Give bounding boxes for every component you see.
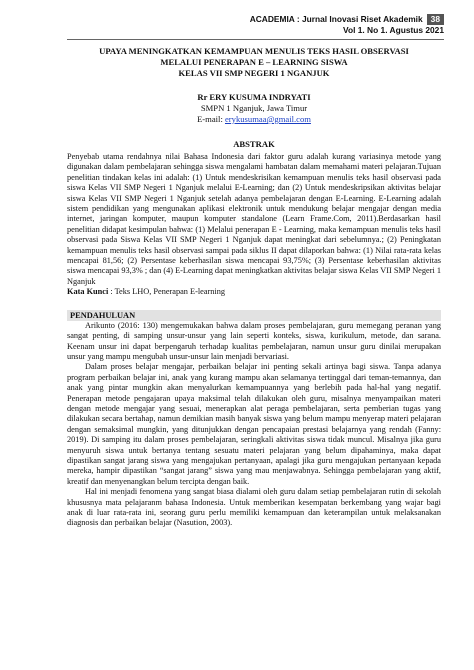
abstract-text: Penyebab utama rendahnya nilai Bahasa Indonesia dari faktor guru adalah kurang variasinya metode yang digunakan dalam pembelajaran sehingga siswa mengalami hambatan dalam memahami materi pelajaran.Tujuan penelitian tindakan kelas ini adalah: (1) Untuk mendeskrisikan kemampuan menulis teks hasil observasi pada siswa Kelas VII SMP Negeri 1 Nganjuk melalui E-Learning; dan (2) Untuk mendeskripsikan aktivitas belajar siswa Kelas VII SMP Negeri 1 Nganjuk setelah adanya pembelajaran dengan E-Learning. E-Learning adalah sistem pendidikan yang mengunakan aplikasi elektronik untuk mendukung belajar mengajar dengan media internet, jaringan komputer, maupun komputer standalone (Learn Frame.Com, 2011).Berdasarkan hasil penelitian didapat kesimpulan bahwa: (1) Melalui penerapan E - Learning, maka kemampuan menulis teks hasil observasi pada Siswa Kelas VII SMP Negeri 1 Nganjuk dapat meningkat dari sebelumnya.; (2) Peningkatan kemampuan menulis teks hasil observasi sampai pada siklus II dapat dilaporkan bahwa: (1) Nilai rata-rata kelas mencapai 81,56; (2) Persentase keberhasilan siswa mencapai 93,75%; (3) Persentase keberhasilan aktivitas siswa mencapai 93,3% ; dan (4) E-Learning dapat meningkatkan aktivitas belajar siswa Kelas VII SMP Negeri 1 Nganjuk [67, 152, 441, 286]
intro-heading: PENDAHULUAN [67, 310, 441, 321]
email-label: E-mail: [197, 114, 225, 124]
author-block [67, 92, 441, 125]
article-body [67, 46, 441, 529]
keywords-value: : Teks LHO, Penerapan E-learning [108, 287, 226, 297]
journal-header [250, 14, 444, 36]
keywords-label: Kata Kunci [67, 287, 109, 297]
header-divider [67, 39, 444, 40]
intro-paragraph-3: Hal ini menjadi fenomena yang sangat biasa dialami oleh guru dalam setiap pembelajaran rutin di sekolah khususnya mata pelajaranm bahasa Indonesia. Untuk memberikan kesempatan berkembang yang wajar bagi anak di luar rata-rata ini, seorang guru perlu memiliki kemampuan dan keterampilan untuk melaksanakan diagnosis dan perbaikan belajar (Nasution, 2003). [67, 487, 441, 528]
author-name: Rr ERY KUSUMA INDRYATI [197, 92, 311, 102]
intro-paragraph-2: Dalam proses belajar mengajar, perbaikan belajar ini penting sekali artinya bagi siswa. Tanpa adanya program perbaikan belajar ini, anak yang kurang mampu akan selamanya tertinggal dari teman-temannya, dan anak yang pintar mungkin akan menyalurkan kemampuannya yang berlebih pada hal-hal yang negatif. Penerapan metode pengajaran upaya maksimal telah dilakukan oleh guru, misalnya menyampaikan materi dengan metode mengajar yang sesuai, menerapkan alat peraga pembelajaran, serta pemberian tugas yang dilakukan secara bertahap, namun demikian masih banyak siswa yang belum mampu menyerap materi pelajaran dengan semaksimal mungkin, yang ditunjukkan dengan pencapaian prestasi belajarnya yang rendah (Fanny: 2019). Di samping itu dalam proses pembelajaran, seringkali aktivitas siswa tidak muncul. Misalnya jika guru menyuruh siswa untuk bertanya tentang sesuatu materi pelajaran yang belum dipahaminya, maka dapat dipastikan sangat jarang siswa yang mengajukan pertanyaan, apalagi jika guru mengajukan pertanyaan kepada mereka, hampir dipastikan “sangat jarang” siswa yang mau menjawabnya. Sehingga pembelajaran yang aktif, kreatif dan menyenangkan belum tercipta dengan baik. [67, 362, 441, 486]
author-email-line [67, 114, 441, 125]
keywords-line [67, 287, 441, 297]
title-line-1: UPAYA MENINGKATKAN KEMAMPUAN MENULIS TEKS HASIL OBSERVASI [99, 46, 409, 56]
volume-line: Vol 1. No 1. Agustus 2021 [343, 25, 444, 35]
page-number: 38 [427, 14, 444, 25]
abstract-heading: ABSTRAK [233, 139, 275, 149]
title-line-2: MELALUI PENERAPAN E – LEARNING SISWA [160, 57, 348, 67]
author-email-link[interactable]: erykusumaa@gmail.com [224, 114, 311, 124]
author-affiliation: SMPN 1 Nganjuk, Jawa Timur [200, 103, 308, 113]
journal-title-line [250, 14, 444, 25]
title-line-3: KELAS VII SMP NEGERI 1 NGANJUK [178, 68, 330, 78]
intro-paragraph-1: Arikunto (2016: 130) mengemukakan bahwa dalam proses pembelajaran, guru memegang peranan yang sangat penting, di samping unsur-unsur yang lain seperti konteks, siswa, kurikulum, metode, dan sarana. Keenam unsur ini dapat berpengaruh terhadap kualitas pembelajaran, namun unsur guru dinilai merupakan unsur yang mampu mengubah unsur-unsur lain menjadi bervariasi. [67, 320, 441, 361]
article-title [67, 46, 441, 79]
journal-name: ACADEMIA : Jurnal Inovasi Riset Akademik [249, 14, 423, 24]
